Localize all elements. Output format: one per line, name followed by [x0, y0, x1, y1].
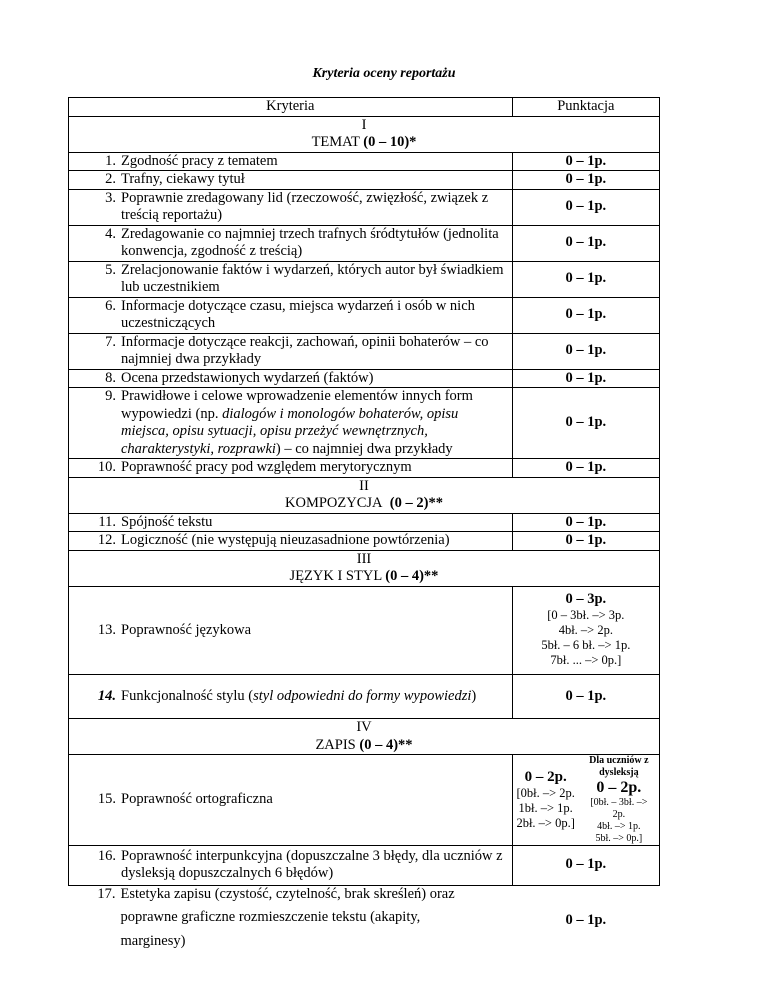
section-name: JĘZYK I STYL — [289, 568, 382, 584]
header-criteria: Kryteria — [69, 98, 513, 117]
table-row — [69, 171, 660, 190]
item-number: 3. — [105, 189, 116, 206]
section-temat — [69, 116, 660, 152]
table-row — [69, 675, 660, 719]
table-row — [69, 333, 660, 369]
item-points: 0 – 1p. — [512, 369, 659, 388]
section-zapis — [69, 719, 660, 755]
table-row — [69, 459, 660, 478]
section-name: ZAPIS — [315, 736, 356, 753]
item-number: 4. — [105, 225, 116, 242]
item-text: Estetyka zapisu (czystość, czytelność, brak skreśleń) oraz — [120, 885, 455, 902]
item-points: 0 – 1p. — [512, 513, 659, 532]
item-points: 0 – 1p. — [512, 532, 659, 551]
section-row — [69, 477, 660, 513]
dyslexia-scale-line: [0bł. – 3bł. –> — [590, 796, 648, 808]
item-number: 16. — [97, 847, 116, 864]
section-range: (0 – 2)** — [389, 495, 443, 511]
header-points: Punktacja — [512, 98, 659, 117]
section-jezyk-i-styl — [69, 550, 660, 586]
item-number: 14. — [97, 687, 116, 704]
table-row — [69, 532, 660, 551]
item-number: 15. — [97, 791, 116, 807]
table-row — [69, 388, 660, 459]
criteria-table — [68, 97, 660, 956]
item-text: Informacje dotyczące reakcji, zachowań, opinii bohaterów – co najmniej dwa przykłady — [121, 333, 489, 367]
dyslexia-scale-line: 4bł. –> 1p. — [597, 820, 641, 832]
item-points: 0 – 1p. — [512, 459, 659, 478]
table-row — [69, 885, 660, 956]
item-points: 0 – 1p. — [512, 388, 659, 459]
section-row — [69, 550, 660, 586]
item-points: 0 – 1p. — [512, 845, 659, 885]
item-points: 0 – 2p. — [524, 768, 567, 785]
dyslexia-note: Dla uczniów z dysleksją — [589, 755, 649, 778]
table-row — [69, 189, 660, 225]
item-points: 0 – 1p. — [512, 225, 659, 261]
document-title: Kryteria oceny reportażu — [312, 66, 456, 81]
item-points: 0 – 1p. — [512, 171, 659, 190]
dyslexia-points: 0 – 2p. — [596, 779, 642, 796]
item-text: Poprawność językowa — [121, 621, 252, 638]
item-text: Zgodność pracy z tematem — [121, 152, 278, 169]
table-row — [69, 152, 660, 171]
section-roman: IV — [356, 719, 372, 735]
item-points: 0 – 1p. — [512, 152, 659, 171]
scale-line: 1bł. –> 1p. — [518, 801, 573, 815]
dyslexia-scale-line: 5bł. –> 0p.] — [595, 832, 643, 844]
item-text: Prawidłowe i celowe wprowadzenie elementów innych form wypowiedzi (np. — [121, 388, 473, 422]
scale-line: 5bł. – 6 bł. –> 1p. — [541, 638, 631, 652]
section-row — [69, 719, 660, 755]
item-number: 11. — [98, 513, 116, 530]
table-header-row — [69, 98, 660, 117]
dyslexia-scale-line: 2p. — [612, 808, 626, 820]
item-text-cont: poprawne graficzne rozmieszczenie tekstu (akapity, — [120, 909, 421, 925]
section-row — [69, 116, 660, 152]
item-text: Poprawnie zredagowany lid (rzeczowość, zwięzłość, związek z treścią reportażu) — [121, 189, 489, 223]
section-roman: I — [361, 116, 367, 133]
item-text: Trafny, ciekawy tytuł — [121, 171, 245, 187]
table-row — [69, 845, 660, 885]
item-number: 2. — [105, 171, 116, 187]
item-text: Poprawność pracy pod względem merytorycznym — [121, 459, 412, 475]
section-range: (0 – 4)** — [385, 568, 439, 584]
item-text-end: ) — [471, 687, 477, 704]
item-points: 0 – 1p. — [512, 675, 659, 719]
item-text-end: marginesy) — [120, 932, 186, 949]
item-number: 5. — [105, 261, 116, 278]
item-number: 17. — [97, 885, 116, 902]
item-text: Informacje dotyczące czasu, miejsca wydarzeń i osób w nich uczestniczących — [121, 297, 475, 331]
item-points: 0 – 1p. — [512, 261, 659, 297]
item-points: 0 – 1p. — [512, 189, 659, 225]
item-points: 0 – 3p. — [565, 590, 607, 607]
item-points: 0 – 1p. — [512, 297, 659, 333]
item-text: Spójność tekstu — [121, 513, 213, 530]
item-points: 0 – 1p. — [512, 333, 659, 369]
item-number: 10. — [97, 459, 116, 475]
section-roman: II — [359, 477, 369, 494]
item-text-italic: dialogów i monologów bohaterów, opisu miejsca, opisu sytuacji, opisu przeżyć wewnętrznych, charakterystyki, rozprawki — [121, 405, 459, 457]
item-text: Poprawność interpunkcyjna (dopuszczalne 3 błędy, dla uczniów z dysleksją dopuszczalnych 6 błędów) — [121, 847, 503, 881]
item-text: Zredagowanie co najmniej trzech trafnych śródtytułów (jednolita konwencja, zgodność z treścią) — [121, 225, 499, 259]
scale-line: 2bł. –> 0p.] — [516, 816, 575, 830]
table-row — [69, 225, 660, 261]
table-row — [69, 297, 660, 333]
item-text: Ocena przedstawionych wydarzeń (faktów) — [121, 369, 374, 386]
item-text: Logiczność (nie występują nieuzasadnione powtórzenia) — [121, 532, 450, 548]
item-number: 12. — [97, 532, 116, 548]
item-text-end: ) – co najmniej dwa przykłady — [275, 440, 453, 457]
item-text: Zrelacjonowanie faktów i wydarzeń, których autor był świadkiem lub uczestnikiem — [121, 261, 504, 295]
table-row — [69, 513, 660, 532]
section-roman: III — [356, 550, 372, 567]
table-row — [69, 261, 660, 297]
scale-line: 4bł. –> 2p. — [558, 623, 613, 637]
item-number: 1. — [105, 152, 116, 169]
table-row — [69, 586, 660, 675]
item-text: Funkcjonalność stylu ( — [121, 687, 254, 704]
item-number: 6. — [105, 297, 116, 314]
section-name: TEMAT — [311, 134, 360, 150]
item-text-italic: styl odpowiedni do formy wypowiedzi — [253, 687, 472, 704]
section-range: (0 – 4)** — [359, 736, 413, 753]
section-kompozycja — [69, 477, 660, 513]
item-number: 13. — [97, 621, 116, 638]
item-points: 0 – 1p. — [565, 912, 607, 928]
scale-line: 7bł. ... –> 0p.] — [550, 653, 622, 667]
scale-line: [0bł. –> 2p. — [516, 786, 575, 800]
table-row — [69, 755, 660, 846]
spelling-points-split — [513, 755, 659, 845]
item-number: 7. — [105, 333, 116, 350]
item-number: 9. — [105, 388, 116, 404]
table-row — [69, 369, 660, 388]
item-text: Poprawność ortograficzna — [121, 791, 273, 807]
section-name: KOMPOZYCJA — [285, 495, 383, 511]
item-number: 8. — [105, 369, 116, 386]
section-range: (0 – 10)* — [363, 134, 417, 150]
scale-line: [0 – 3bł. –> 3p. — [547, 608, 625, 622]
